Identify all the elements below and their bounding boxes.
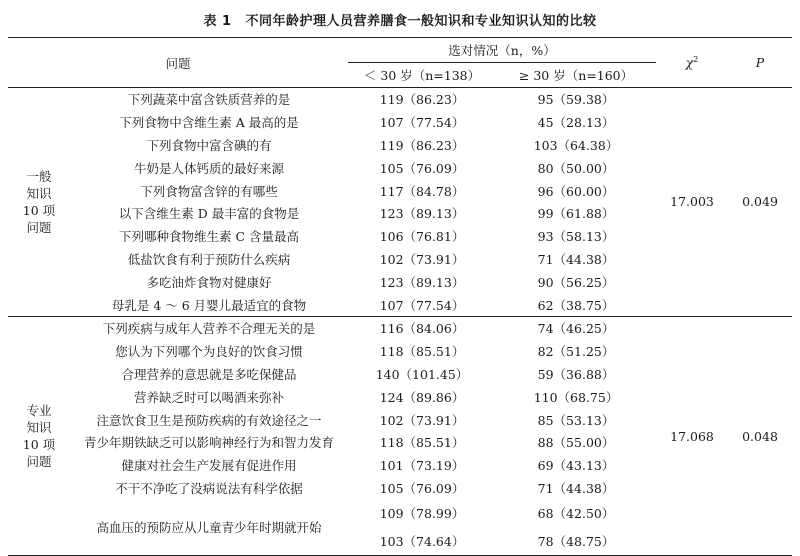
table-caption [0, 10, 800, 29]
young-value-cell: 107（77.54） [379, 115, 465, 131]
young-value-cell: 107（77.54） [348, 293, 496, 316]
young-value-cell: 117（84.78） [379, 183, 465, 199]
question-cell: 下列哪种食物维生素 C 含量最高 [119, 229, 300, 245]
question-cell: 牛奶是人体钙质的最好来源 [134, 160, 285, 176]
old-value-cell: 95（59.38） [537, 92, 615, 108]
p-value-cell: 0.049 [728, 88, 792, 317]
table-row [8, 88, 792, 111]
header-question: 问题 [8, 38, 348, 88]
question-cell: 下列疾病与成年人营养不合理无关的是 [102, 321, 316, 337]
category-line: 知识 [26, 420, 52, 436]
question-cell: 下列食物中含维生素 A 最高的是 [119, 115, 299, 131]
old-value-cell: 69（43.13） [537, 458, 615, 474]
question-cell: 注意饮食卫生是预防疾病的有效途径之一 [96, 412, 322, 428]
question-cell: 以下含维生素 D 最丰富的食物是 [118, 206, 300, 222]
old-value-cell: 78（48.75） [496, 527, 656, 556]
young-value-cell: 116（84.06） [379, 321, 465, 337]
old-value-cell: 45（28.13） [537, 115, 615, 131]
young-value-cell: 103（74.64） [348, 527, 496, 556]
category-line: 10 项 [22, 202, 56, 218]
old-value-cell: 96（60.00） [537, 183, 615, 199]
question-cell: 下列蔬菜中富含铁质营养的是 [127, 92, 291, 108]
old-value-cell: 59（36.88） [537, 366, 615, 382]
category-line: 知识 [26, 185, 52, 201]
old-value-cell: 71（44.38） [537, 480, 615, 496]
old-value-cell: 82（51.25） [537, 344, 615, 360]
question-cell: 青少年期铁缺乏可以影响神经行为和智力发育 [84, 435, 335, 451]
header-selected-group: 选对情况（n，%） [348, 38, 656, 63]
old-value-cell: 74（46.25） [537, 321, 615, 337]
question-cell: 母乳是 4 ～ 6 月婴儿最适宜的食物 [70, 293, 348, 316]
old-value-cell: 90（56.25） [537, 274, 615, 290]
table-number: 表 1 [203, 14, 232, 29]
comparison-table [8, 37, 792, 556]
category-cell [8, 316, 70, 555]
old-value-cell: 99（61.88） [537, 206, 615, 222]
header-p: P [728, 38, 792, 88]
chi2-value-cell: 17.068 [656, 316, 728, 555]
question-cell: 低盐饮食有利于预防什么疾病 [127, 251, 291, 267]
young-value-cell: 105（76.09） [379, 160, 465, 176]
young-value-cell: 106（76.81） [379, 229, 465, 245]
category-line: 专业 [26, 403, 52, 419]
young-value-cell: 118（85.51） [379, 435, 465, 451]
header-chi2: $\chi^2$ [656, 38, 728, 88]
young-value-cell: 102（73.91） [379, 412, 465, 428]
table-title: 不同年龄护理人员营养膳食一般知识和专业知识认知的比较 [245, 14, 597, 29]
young-value-cell: 124（89.86） [379, 389, 465, 405]
old-value-cell: 71（44.38） [537, 251, 615, 267]
old-value-cell: 62（38.75） [496, 293, 656, 316]
young-value-cell: 109（78.99） [379, 506, 465, 522]
question-cell: 不干不净吃了没病说法有科学依据 [115, 480, 303, 496]
chi2-value-cell: 17.003 [656, 88, 728, 317]
young-value-cell: 101（73.19） [379, 458, 465, 474]
table-row [8, 316, 792, 339]
young-value-cell: 102（73.91） [379, 251, 465, 267]
old-value-cell: 68（42.50） [537, 506, 615, 522]
category-line: 问题 [26, 219, 52, 235]
question-cell: 高血压的预防应从儿童青少年时期就开始 [70, 499, 348, 556]
question-cell: 下列食物富含锌的有哪些 [140, 183, 278, 199]
category-line: 问题 [26, 454, 52, 470]
young-value-cell: 105（76.09） [379, 480, 465, 496]
question-cell: 营养缺乏时可以喝酒来弥补 [134, 389, 285, 405]
old-value-cell: 103（64.38） [533, 137, 619, 153]
question-cell: 下列食物中富含碘的有 [146, 137, 272, 153]
young-value-cell: 123（89.13） [379, 274, 465, 290]
old-value-cell: 85（53.13） [537, 412, 615, 428]
old-value-cell: 80（50.00） [537, 160, 615, 176]
category-cell [8, 88, 70, 317]
young-value-cell: 140（101.45） [375, 366, 469, 382]
question-cell: 多吃油炸食物对健康好 [146, 274, 272, 290]
category-line: 10 项 [22, 437, 56, 453]
young-value-cell: 123（89.13） [379, 206, 465, 222]
old-value-cell: 110（68.75） [533, 389, 619, 405]
young-value-cell: 118（85.51） [379, 344, 465, 360]
young-value-cell: 119（86.23） [379, 92, 465, 108]
header-col-young: ＜ 30 岁（n=138） [348, 63, 496, 88]
question-cell: 健康对社会生产发展有促进作用 [121, 458, 297, 474]
old-value-cell: 88（55.00） [537, 435, 615, 451]
question-cell: 您认为下列哪个为良好的饮食习惯 [115, 344, 303, 360]
question-cell: 合理营养的意思就是多吃保健品 [121, 366, 297, 382]
p-value-cell: 0.048 [728, 316, 792, 555]
old-value-cell: 93（58.13） [537, 229, 615, 245]
category-line: 一般 [26, 168, 52, 184]
header-col-old: ≥ 30 岁（n=160） [496, 63, 656, 88]
young-value-cell: 119（86.23） [379, 137, 465, 153]
